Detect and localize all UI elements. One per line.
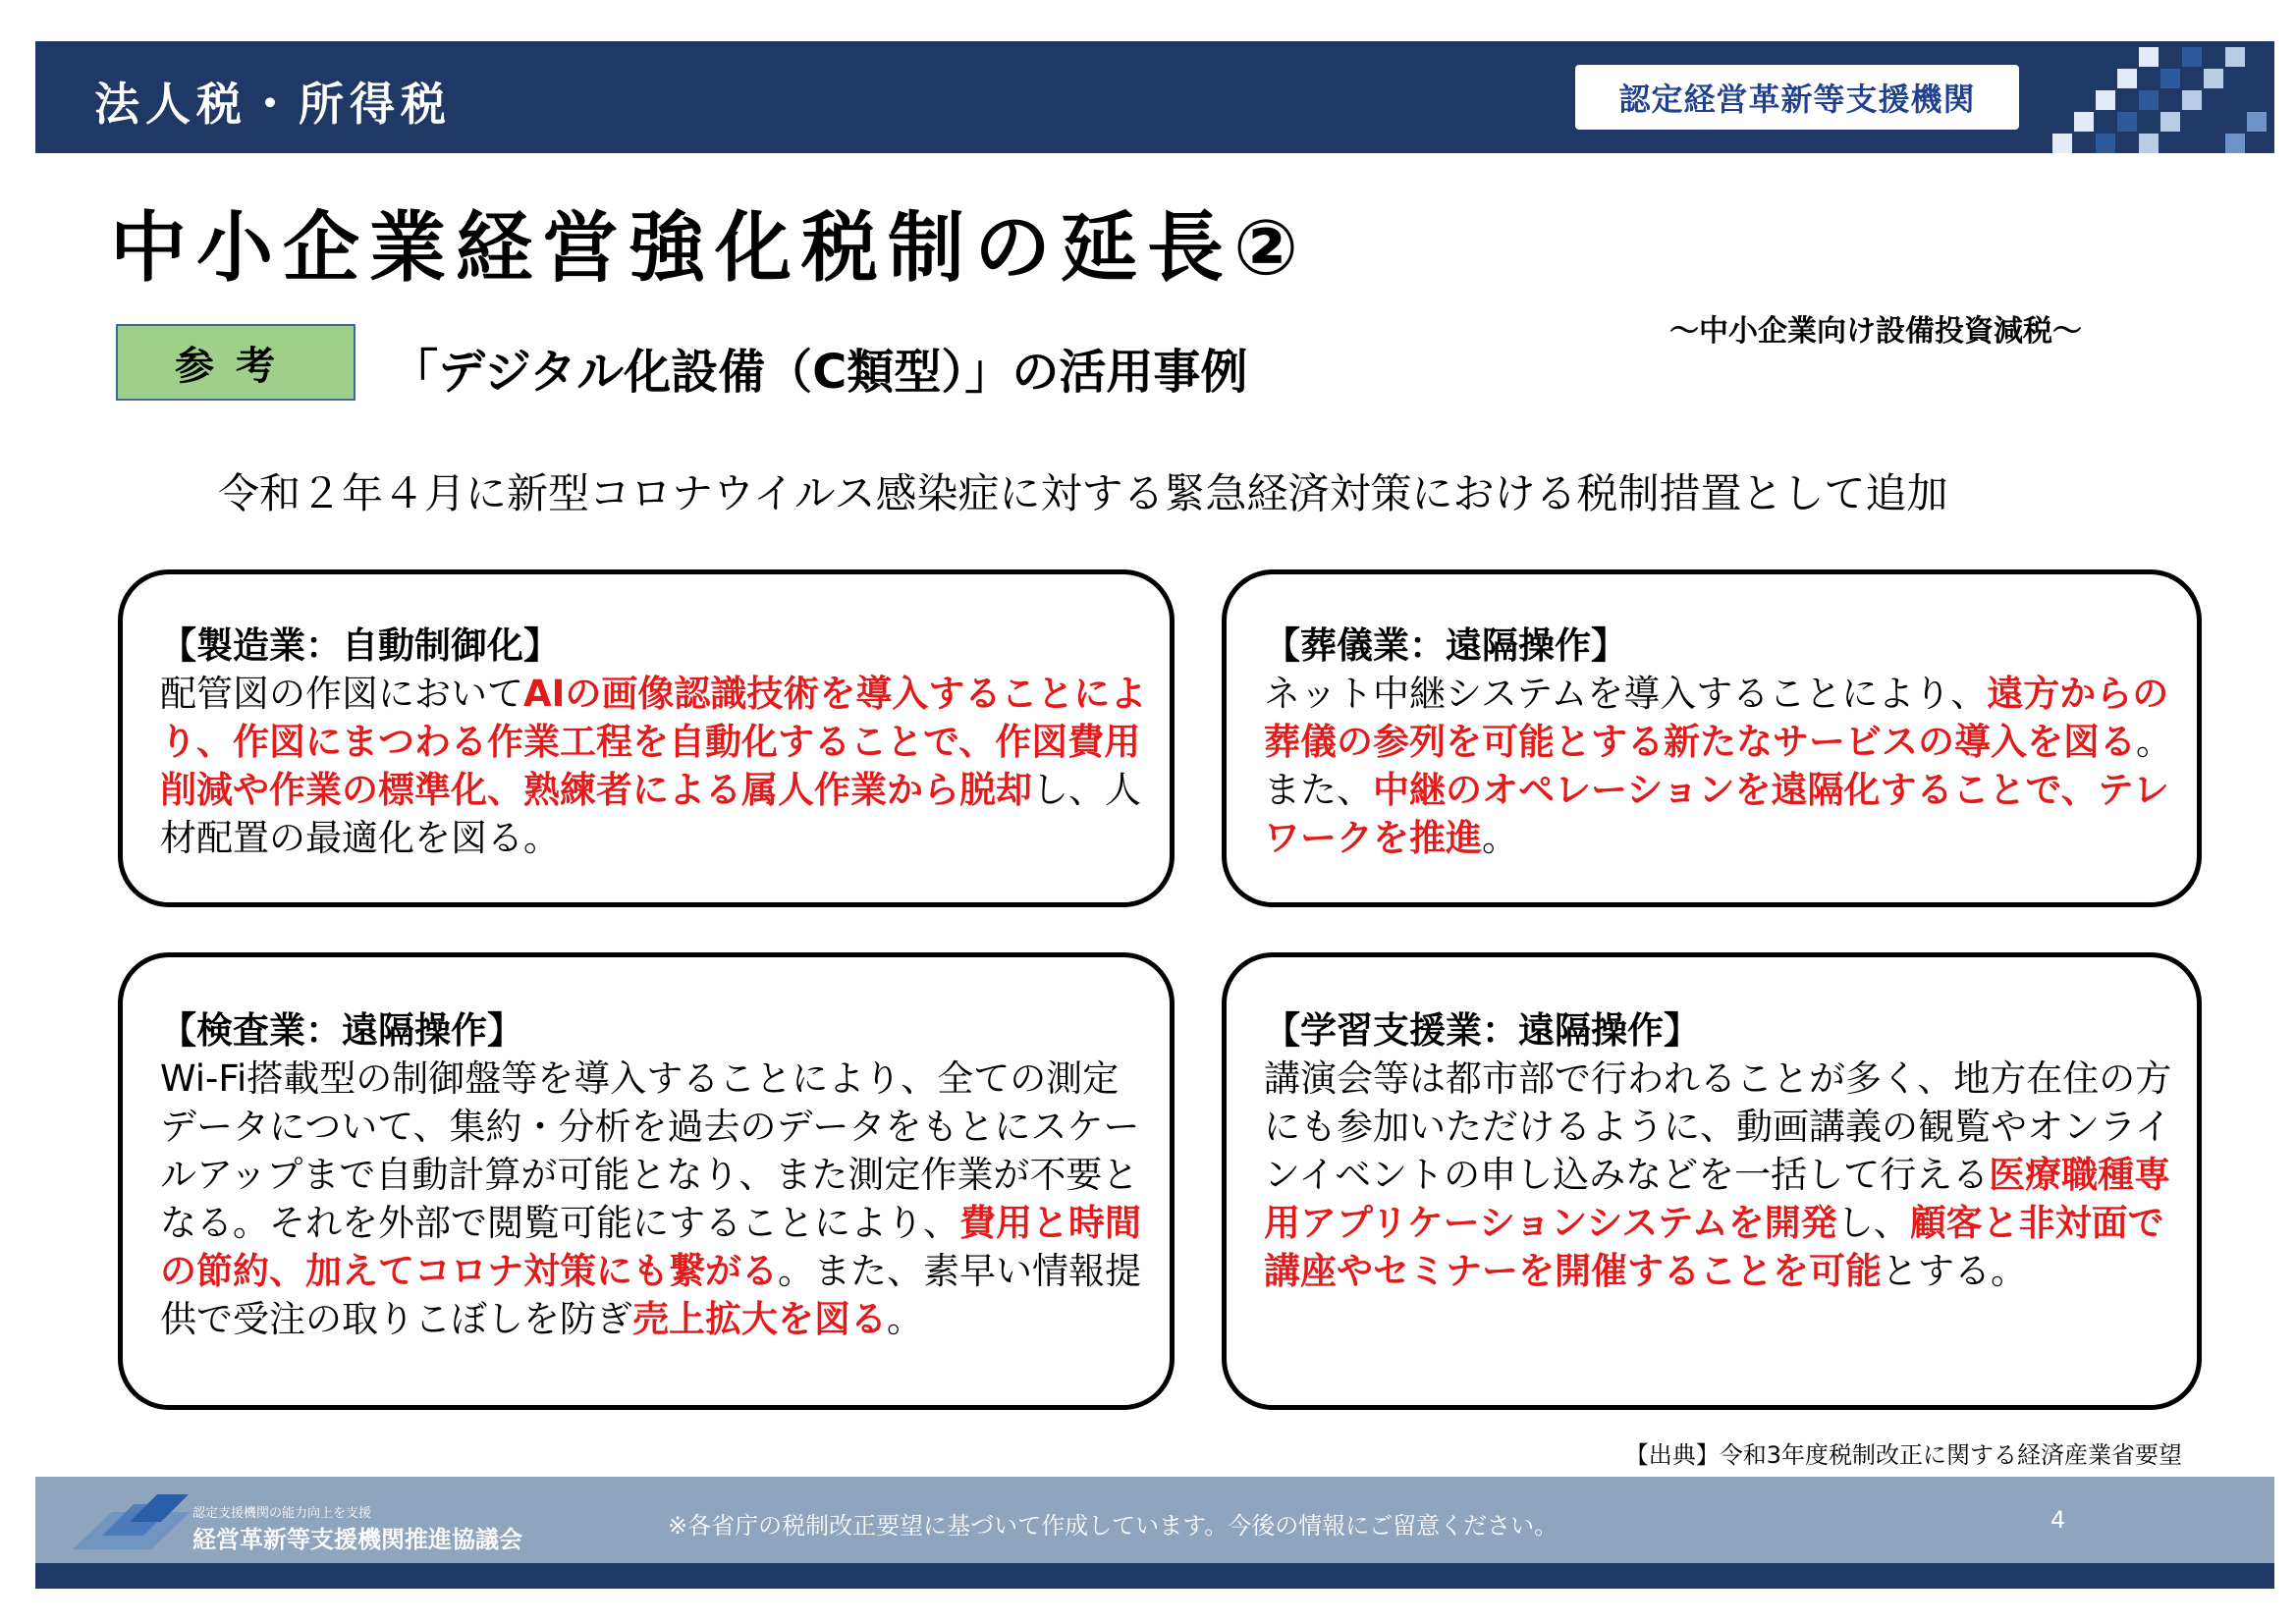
organization-logo-icon — [73, 1490, 191, 1549]
footer-bar — [35, 1477, 2274, 1563]
card-text-segment: 。また、素早い情報提供で受注の取りこぼしを防ぎ — [160, 1250, 1141, 1340]
card-title: 【検査業：遠隔操作】 — [160, 1009, 523, 1052]
footer-strip — [35, 1563, 2274, 1589]
case-card-manufacturing — [118, 569, 1175, 907]
card-text-segment: Wi-Fi搭載型の制御盤等を導入することにより、全ての測定データについて、集約・分析を過去のデータをもとにスケールアップまで自動計算が可能となり、また測定作業が不要となる。それを外部で閲覧可能にすることにより、 — [160, 1057, 1140, 1244]
reference-heading: 「デジタル化設備（C類型）」の活用事例 — [391, 345, 1248, 400]
checker-square — [2247, 69, 2267, 88]
checker-square — [2139, 47, 2159, 67]
case-card-learning-support — [1222, 952, 2202, 1410]
checker-square — [2182, 90, 2202, 110]
card-text-highlight: 中継のオペレーションを遠隔化することで、テレワークを推進 — [1264, 769, 2170, 859]
certification-badge: 認定経営革新等支援機関 — [1575, 65, 2019, 130]
card-body — [1264, 1006, 2177, 1295]
card-text-highlight: 売上拡大を図る — [632, 1298, 887, 1340]
checker-square — [2225, 47, 2245, 67]
card-text-highlight: 費用と時間の節約、加えてコロナ対策にも繋がる — [160, 1202, 1141, 1292]
page-number: 4 — [2050, 1506, 2066, 1534]
checker-square — [2160, 112, 2180, 132]
checker-pattern-graphic — [2043, 47, 2278, 153]
page-title: 中小企業経営強化税制の延長② — [110, 204, 1309, 293]
card-body — [160, 622, 1150, 862]
card-title: 【製造業：自動制御化】 — [160, 624, 560, 667]
card-text-highlight: 顧客と非対面で講座やセミナーを開催することを可能 — [1264, 1202, 2164, 1292]
checker-square — [2096, 90, 2115, 110]
checker-square — [2204, 69, 2223, 88]
card-title: 【学習支援業：遠隔操作】 — [1264, 1009, 1700, 1052]
intro-text: 令和２年４月に新型コロナウイルス感染症に対する緊急経済対策における税制措置として追加 — [218, 469, 1948, 517]
footer-org-name: 経営革新等支援機関推進協議会 — [192, 1526, 522, 1553]
card-body — [160, 1006, 1150, 1343]
checker-square — [2074, 112, 2094, 132]
card-text-segment: し、 — [1836, 1202, 1910, 1244]
reference-label: 参考 — [116, 324, 355, 401]
case-card-funeral — [1222, 569, 2202, 907]
checker-square — [2182, 134, 2202, 153]
card-text-segment: 。また、 — [1264, 721, 2172, 811]
checker-square — [2225, 134, 2245, 153]
checker-square — [2204, 112, 2223, 132]
card-text-highlight: 遠方からの葬儀の参列を可能とする新たなサービスの導入を図る — [1264, 673, 2169, 763]
checker-square — [2117, 69, 2137, 88]
card-title: 【葬儀業：遠隔操作】 — [1264, 624, 1627, 667]
card-text-segment: とする。 — [1882, 1250, 2027, 1292]
checker-square — [2225, 90, 2245, 110]
checker-square — [2139, 90, 2159, 110]
card-text-highlight: 医療職種専用アプリケーションシステムを開発 — [1264, 1154, 2171, 1244]
card-text-segment: 講演会等は都市部で行われることが多く、地方在住の方にも参加いただけるように、動画講義の観覧やオンラインイベントの申し込みなどを一括して行える — [1264, 1057, 2172, 1196]
card-text-segment: 。 — [1482, 817, 1518, 859]
case-card-inspection — [118, 952, 1175, 1410]
card-body — [1264, 622, 2177, 862]
checker-square — [2139, 134, 2159, 153]
card-text-segment: 配管図の作図において — [160, 673, 523, 715]
checker-square — [2096, 134, 2115, 153]
page-subtitle: ～中小企業向け設備投資減税～ — [1669, 314, 2082, 349]
checker-square — [2052, 134, 2072, 153]
checker-square — [2160, 69, 2180, 88]
checker-square — [2117, 112, 2137, 132]
footer-org-tagline: 認定支援機関の能力向上を支援 — [192, 1506, 372, 1521]
checker-square — [2247, 112, 2267, 132]
section-title: 法人税・所得税 — [94, 78, 452, 131]
footer-note: ※各省庁の税制改正要望に基づいて作成しています。今後の情報にご留意ください。 — [668, 1512, 1558, 1540]
source-citation: 【出典】令和3年度税制改正に関する経済産業省要望 — [1624, 1441, 2182, 1469]
card-text-highlight: AIの画像認識技術を導入することにより、作図にまつわる作業工程を自動化することで、作図費用削減や作業の標準化、熟練者による属人作業から脱却 — [160, 673, 1147, 811]
card-text-segment: ネット中継システムを導入することにより、 — [1264, 673, 1988, 715]
card-text-segment: し、人材配置の最適化を図る。 — [160, 769, 1141, 859]
card-text-segment: 。 — [887, 1298, 923, 1340]
header-bar — [35, 41, 2274, 153]
checker-square — [2182, 47, 2202, 67]
